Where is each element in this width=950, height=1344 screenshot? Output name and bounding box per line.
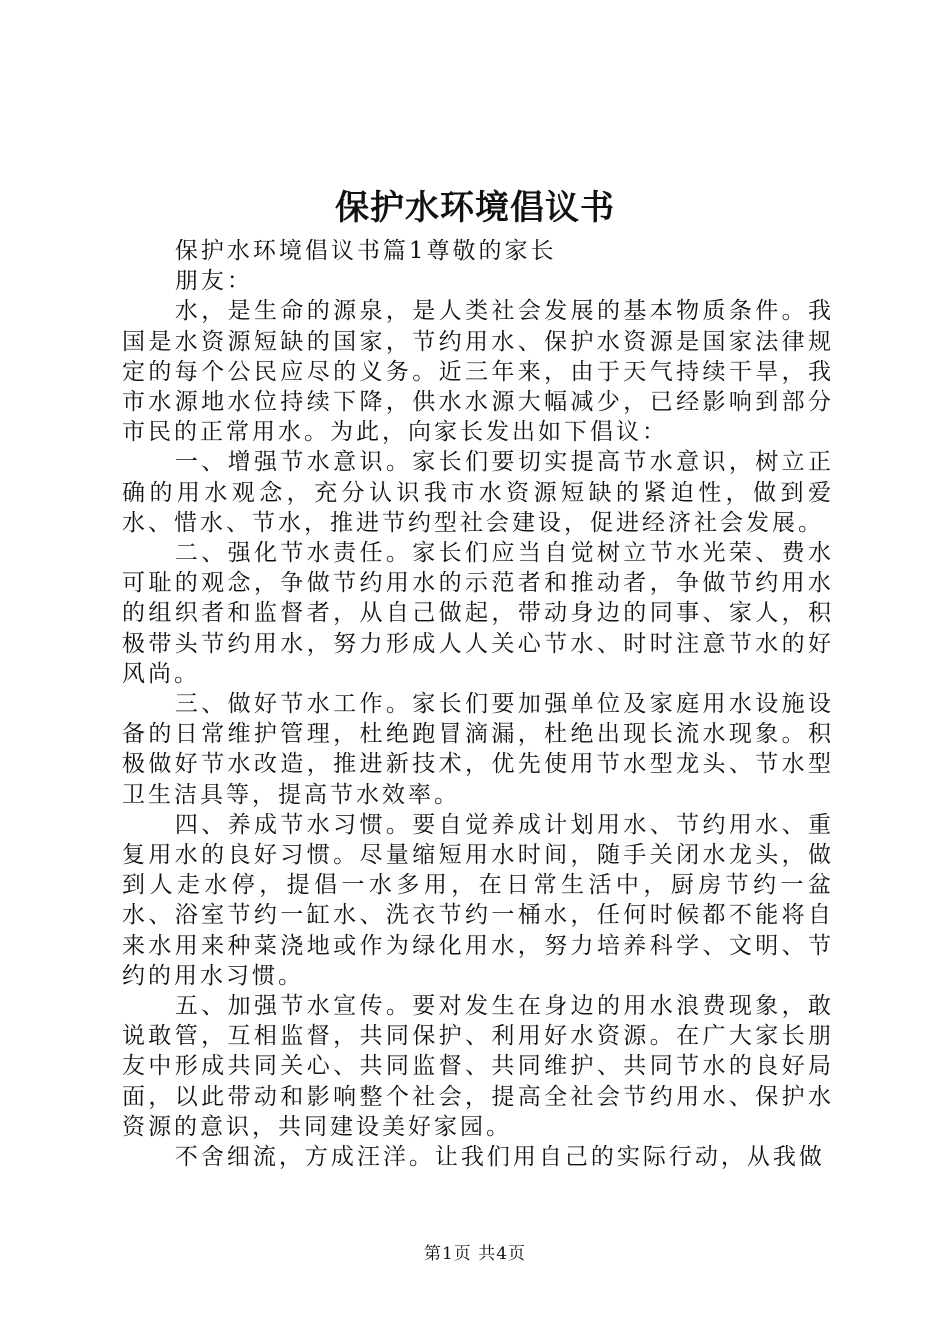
paragraph-heading-line: 保护水环境倡议书篇1尊敬的家长 [174,238,557,264]
paragraph-point-1: 一、增强节水意识。家长们要切实提高节水意识，树立正确的用水观念，充分认识我市水资源短缺的紧迫性，做到爱水、惜水、节水，推进节约型社会建设，促进经济社会发展。 [122,449,834,536]
page-footer: 第1页 共4页 [423,1244,527,1264]
paragraph-point-2: 二、强化节水责任。家长们应当自觉树立节水光荣、费水可耻的观念，争做节约用水的示范者和推动者，争做节约用水的组织者和监督者，从自己做起，带动身边的同事、家人，积极带头节约用水，努力形成人人关心节水、时时注意节水的好风尚。 [122,540,834,687]
paragraph-intro: 水，是生命的源泉，是人类社会发展的基本物质条件。我国是水资源短缺的国家，节约用水、保护水资源是国家法律规定的每个公民应尽的义务。近三年来，由于天气持续干旱，我市水源地水位持续下降，供水水源大幅减少，已经影响到部分市民的正常用水。为此，向家长发出如下倡议： [122,298,834,446]
paragraph-salutation: 朋友： [174,268,253,295]
paragraph-point-5: 五、加强节水宣传。要对发生在身边的用水浪费现象，敢说敢管，互相监督，共同保护、利用好水资源。在广大家长朋友中形成共同关心、共同监督、共同维护、共同节水的良好局面，以此带动和影响整个社会，提高全社会节约用水、保护水资源的意识，共同建设美好家园。 [122,993,834,1140]
document-title: 保护水环境倡议书 [335,188,615,228]
paragraph-closing: 不舍细流，方成汪洋。让我们用自己的实际行动，从我做 [174,1144,825,1171]
paragraph-point-4: 四、养成节水习惯。要自觉养成计划用水、节约用水、重复用水的良好习惯。尽量缩短用水时间，随手关闭水龙头，做到人走水停，提倡一水多用，在日常生活中，厨房节约一盆水、浴室节约一缸水、洗衣节约一桶水，任何时候都不能将自来水用来种菜浇地或作为绿化用水，努力培养科学、文明、节约的用水习惯。 [122,811,834,989]
paragraph-point-3: 三、做好节水工作。家长们要加强单位及家庭用水设施设备的日常维护管理，杜绝跑冒滴漏，杜绝出现长流水现象。积极做好节水改造，推进新技术，优先使用节水型龙头、节水型卫生洁具等，提高节水效率。 [122,691,834,808]
document-body [122,236,834,1172]
